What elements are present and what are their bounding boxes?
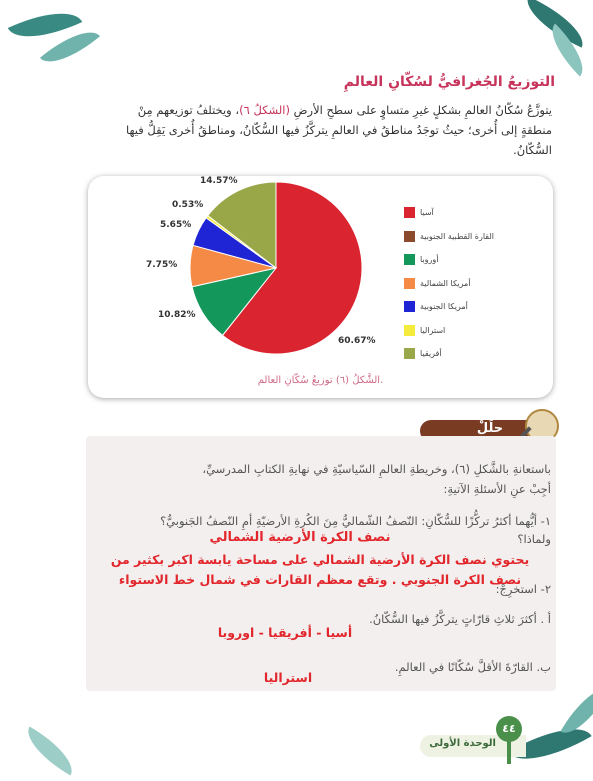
pie-label-4: 5.65% <box>160 220 192 230</box>
activity-tab-label: حلِّلْ <box>476 421 504 436</box>
question-2: ٢- استخرِجْ: <box>495 582 551 596</box>
section-title: التوزيعُ الجُغرافيُّ لسُكّانِ العالمِ <box>343 74 555 90</box>
page-pin <box>507 740 511 764</box>
pie-label-3: 7.75% <box>146 260 178 270</box>
chart-caption: الشَّكلُ (٦) توزيعُ سُكّانِ العالم. <box>257 375 384 386</box>
legend-item-5 <box>404 324 534 337</box>
answer-1-reason-line-1: يحتوي نصف الكرة الأرضية الشمالي على مساحة يابسة اكبر بكثير من <box>110 552 530 567</box>
legend-item-0 <box>404 206 534 219</box>
legend-label: أمريكا الجنوبية <box>420 302 468 311</box>
decorative-leaf <box>19 726 82 775</box>
legend-label: آسيا <box>420 208 434 217</box>
legend-swatch <box>404 207 415 218</box>
question-1-why: ولماذا؟ <box>517 532 551 546</box>
intro-text: يتوزَّعُ سُكّانُ العالمِ بشكلٍ غيرِ متساوٍ على سطحِ الأرضِ <box>293 103 552 117</box>
question-1: ١- أيُّهما أكثرُ تركُّزًا للسُّكّانِ: النّصفُ الشّماليُّ مِنَ الكُرةِ الأرضيّةِ أمِ النّصفُ الجَنوبيُّ؟ <box>160 514 551 528</box>
population-chart-card <box>88 176 553 398</box>
intro-line-2: منطقةٍ إلى أُخرى؛ حيثُ توجَدُ مناطقُ في العالمِ يتركَّزُ فيها السُّكّانُ، ومناطقُ أُخرى يَقِلُّ فيها <box>126 123 552 137</box>
legend-label: أفريقيا <box>420 349 442 358</box>
intro-line-1 <box>84 100 552 120</box>
question-2a: أ . أكثرَ ثلاثِ قارّاتٍ يتركَّزُ فيها السُّكّانُ. <box>369 612 551 626</box>
chart-legend <box>404 206 534 371</box>
legend-label: القارة القطبية الجنوبية <box>420 231 494 241</box>
legend-item-4 <box>404 300 534 313</box>
pie-label-0: 60.67% <box>338 336 376 346</box>
page-number: ٤٤ <box>496 716 522 742</box>
activity-intro-1: باستعانةِ بالشَّكلِ (٦)، وخريطةِ العالمِ السّياسيّةِ في نهايةِ الكتابِ المدرسيِّ، <box>202 462 551 476</box>
legend-item-3 <box>404 277 534 290</box>
legend-swatch <box>404 348 415 359</box>
intro-text: ، ويختلفُ توزيعهم مِنْ <box>137 103 240 117</box>
legend-swatch <box>404 301 415 312</box>
legend-label: استراليا <box>420 325 446 335</box>
legend-swatch <box>404 231 415 242</box>
pie-label-5: 0.53% <box>172 200 204 210</box>
answer-1-main: نصف الكرة الأرضية الشمالي <box>209 530 391 545</box>
legend-swatch <box>404 254 415 265</box>
legend-item-6 <box>404 347 534 360</box>
legend-swatch <box>404 278 415 289</box>
intro-line-3: السُّكّانُ. <box>513 143 552 157</box>
legend-label: أمريكا الشمالية <box>420 278 471 288</box>
legend-swatch <box>404 325 415 336</box>
footer-unit-label: الوحدة الأولى <box>429 738 496 749</box>
legend-label: أوروبا <box>420 255 439 264</box>
pie-label-6: 14.57% <box>200 176 238 186</box>
answer-2a: أسيا - أفريقيا - اوروبا <box>217 625 353 640</box>
pie-label-2: 10.82% <box>158 310 196 320</box>
answer-2b: استراليا <box>263 670 313 685</box>
figure-reference-link: (الشكلُ ٦) <box>239 103 290 117</box>
question-2b: ب. القارّةَ الأقلَّ سُكّانًا في العالمِ. <box>394 660 551 674</box>
legend-item-1 <box>404 230 534 243</box>
intro-paragraph <box>84 100 552 160</box>
activity-intro-2: أجِبْ عنِ الأسئلةِ الآتيةِ: <box>443 482 551 496</box>
answer-1-reason-line-2: نصف الكرة الجنوبي . وتقع معظم القارات في شمال خط الاستواء <box>118 572 522 587</box>
legend-item-2 <box>404 253 534 266</box>
